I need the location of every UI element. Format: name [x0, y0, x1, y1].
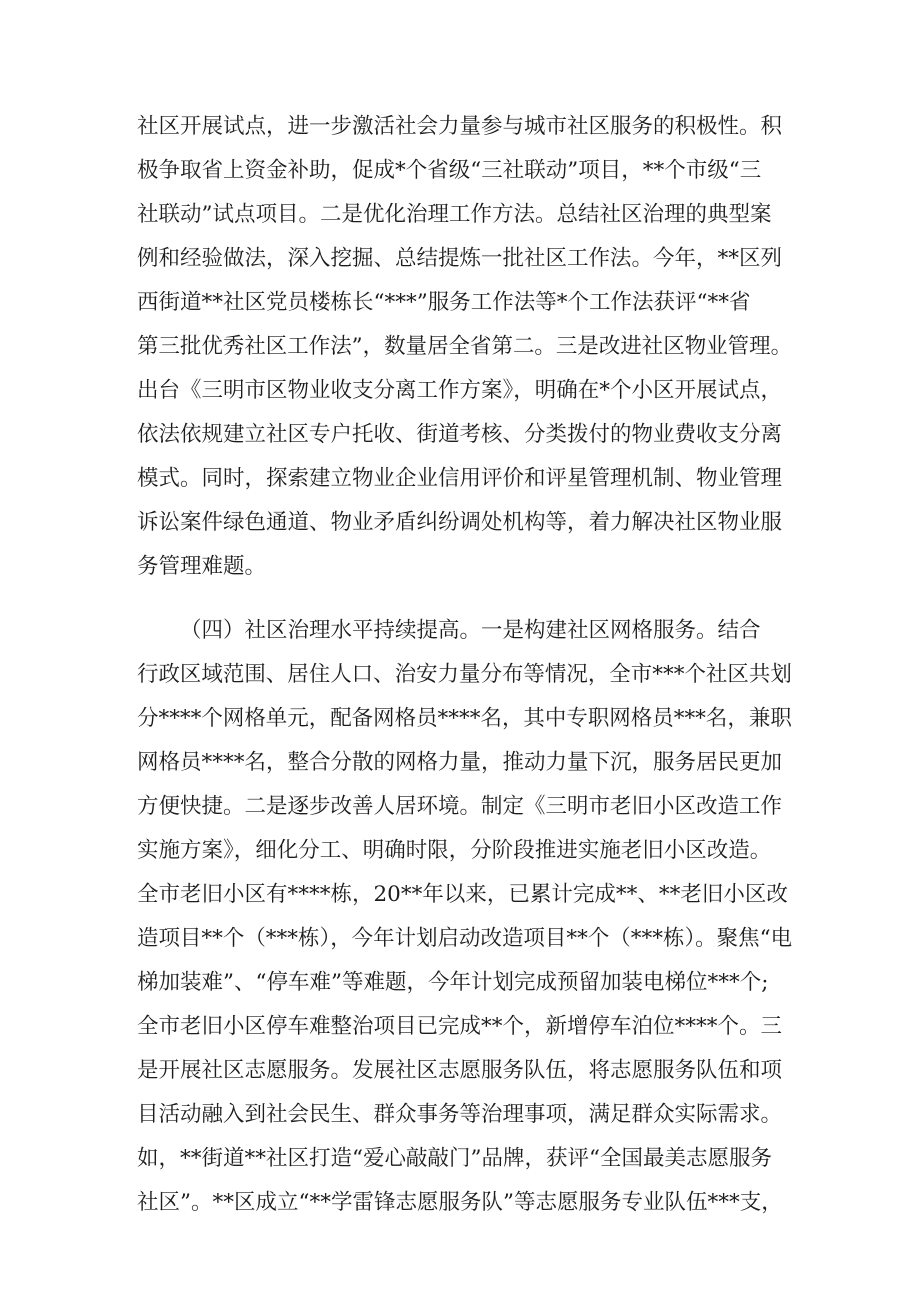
text-line: 行政区域范围、居住人口、治安力量分布等情况，全市***个社区共划 — [137, 662, 792, 687]
text-line: 目活动融入到社会民生、群众事务等治理事项，满足群众实际需求。 — [137, 1102, 783, 1127]
text-line: 全市老旧小区有****栋，20**年以来，已累计完成**、**老旧小区改 — [137, 882, 788, 907]
text-line: 是开展社区志愿服务。发展社区志愿服务队伍，将志愿服务队伍和项 — [137, 1058, 783, 1083]
text-line: 社区”。**区成立“**学雷锋志愿服务队”等志愿服务专业队伍***支， — [137, 1190, 783, 1215]
text-line: 方便快捷。二是逐步改善人居环境。制定《三明市老旧小区改造工作 — [137, 794, 783, 819]
text-line: 第三批优秀社区工作法”，数量居全省第二。三是改进社区物业管理。 — [137, 334, 793, 359]
text-line: 实施方案》，细化分工、明确时限，分阶段推进实施老旧小区改造。 — [137, 838, 772, 863]
text-line: 分****个网格单元，配备网格员****名，其中专职网格员***名，兼职 — [137, 706, 792, 731]
text-line: 极争取省上资金补助，促成*个省级“三社联动”项目，**个市级“三 — [137, 158, 762, 183]
text-line: 例和经验做法，深入挖掘、总结提炼一批社区工作法。今年，**区列 — [137, 246, 783, 271]
text-line: 出台《三明市区物业收支分离工作方案》，明确在*个小区开展试点， — [137, 378, 783, 403]
text-line: 全市老旧小区停车难整治项目已完成**个，新增停车泊位****个。三 — [137, 1014, 783, 1039]
text-line: 依法依规建立社区专户托收、街道考核、分类拨付的物业费收支分离 — [137, 422, 783, 447]
text-line: 如，**街道**社区打造“爱心敲敲门”品牌，获评“全国最美志愿服务 — [137, 1146, 772, 1171]
text-line: 社区开展试点，进一步激活社会力量参与城市社区服务的积极性。积 — [137, 114, 783, 139]
paragraph-heading-line: （四）社区治理水平持续提高。一是构建社区网格服务。结合 — [180, 618, 761, 643]
text-line: 网格员****名，整合分散的网格力量，推动力量下沉，服务居民更加 — [137, 750, 783, 775]
text-line: 梯加装难”、“停车难”等难题，今年计划完成预留加装电梯位***个; — [137, 970, 769, 995]
text-line: 西街道**社区党员楼栋长“***”服务工作法等*个工作法获评“**省 — [137, 290, 751, 315]
text-line: 务管理难题。 — [137, 554, 267, 579]
text-line: 诉讼案件绿色通道、物业矛盾纠纷调处机构等，着力解决社区物业服 — [137, 510, 783, 535]
text-line: 社联动”试点项目。二是优化治理工作方法。总结社区治理的典型案 — [137, 202, 772, 227]
text-line: 造项目**个（***栋），今年计划启动改造项目**个（***栋）。聚焦“电 — [137, 926, 793, 951]
text-line: 模式。同时，探索建立物业企业信用评价和评星管理机制、物业管理 — [137, 466, 783, 491]
